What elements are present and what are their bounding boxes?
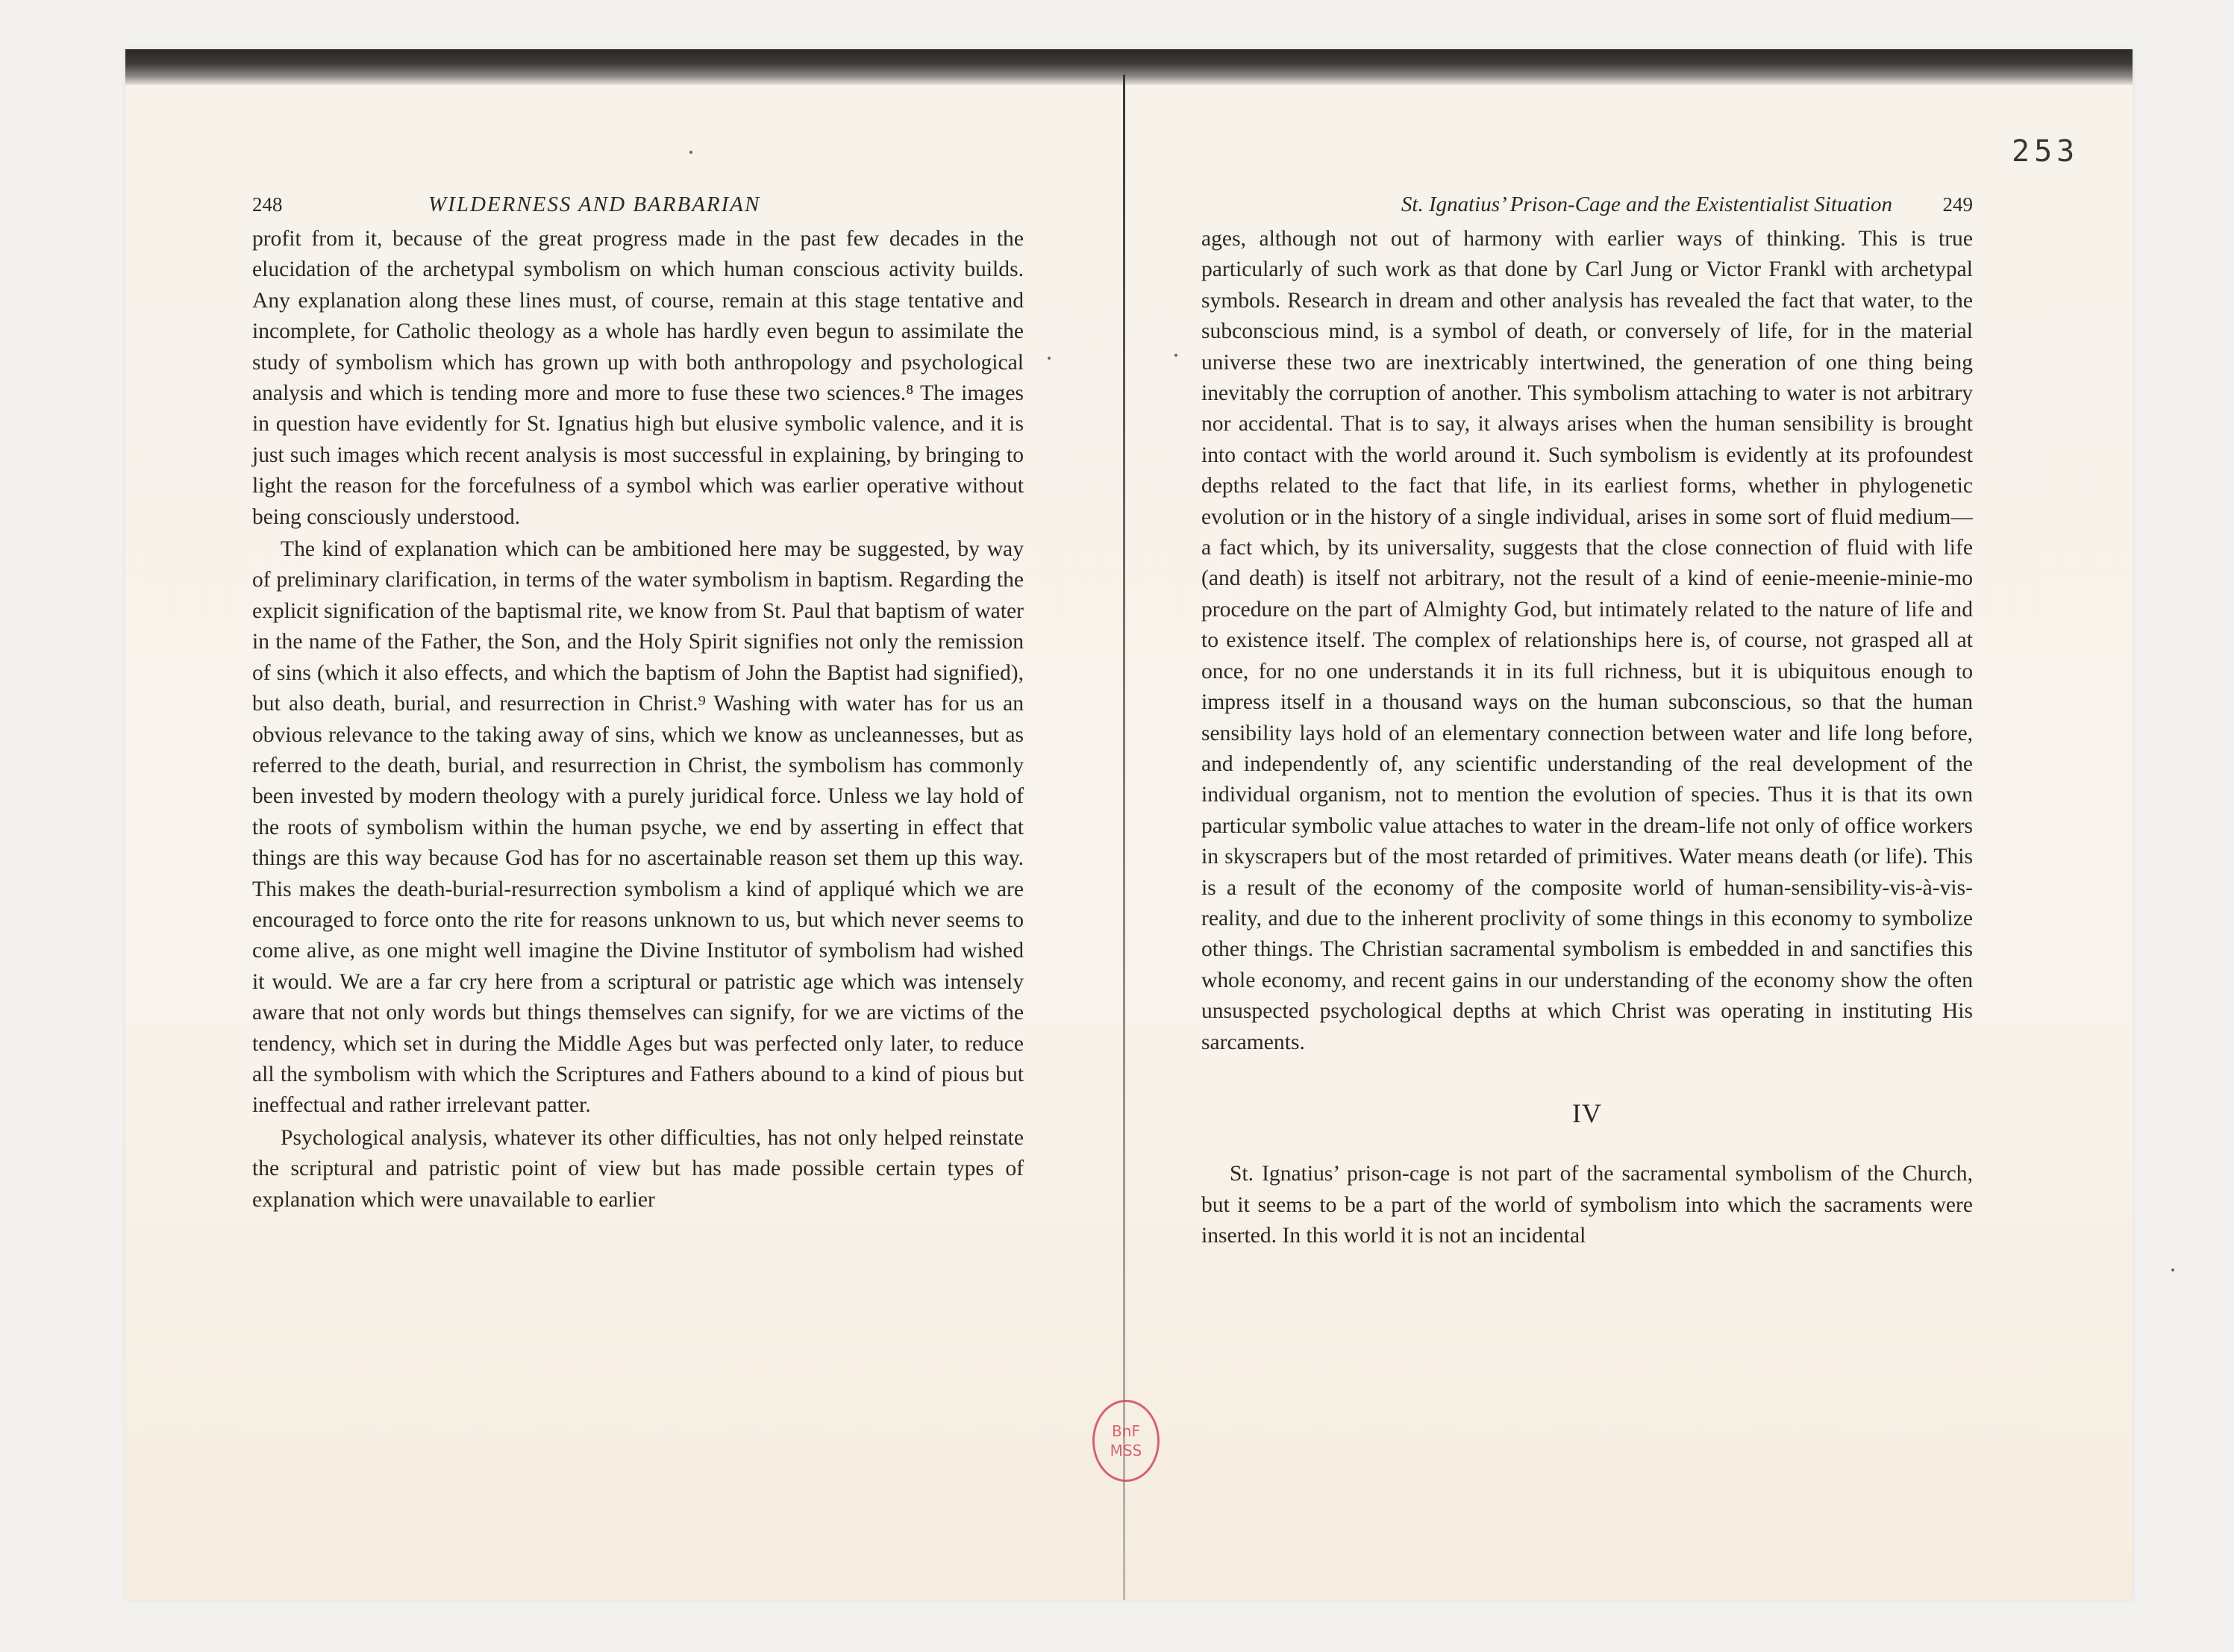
paragraph: St. Ignatius’ prison-cage is not part of the sacramental symbolism of the Church, but it seems to be a part of the world of symbolism into which the sacraments were inserted. In this world it is not an incidental [1201, 1162, 1973, 1248]
paragraph: The kind of explanation which can be ambitioned here may be suggested, by way of preliminary clarification, in terms of the water symbolism in baptism. Regarding the explicit signification of the baptismal rite, we know from St. Paul that baptism of water in the name of the Father, the Son, and the Holy Spirit signifies not only the remission of sins (which it also effects, and which the baptism of John the Baptist had signified), but also death, burial, and resurrection in Christ.⁹ Washing with water has for us an obvious relevance to the taking away of sins, which we know as uncleannesses, but as referred to the death, burial, and resurrection in Christ, the symbolism has commonly been invested by modern theology with a purely juridical force. Unless we lay hold of the roots of symbolism within the human psyche, we end by asserting in effect that things are this way because God has for no ascertainable reason set them up this way. This makes the death-burial-resurrection symbolism a kind of appliqué which we are encouraged to force onto the rite for reasons unknown to us, but which never seems to come alive, as one might well imagine the Divine Institutor of symbolism had wished it would. We are a far cry here from a scriptural or patristic age which was intensely aware that not only words but things themselves can signify, for we are victims of the tendency, which set in during the Middle Ages but was perfected only later, to reduce all the symbolism with which the Scriptures and Fathers abound to a kind of pious but ineffectual and rather irrelevant patter. [252, 537, 1024, 1118]
right-running-title: St. Ignatius’ Prison-Cage and the Existentialist Situation [1401, 192, 1892, 216]
scan-shadow-band [125, 49, 2133, 85]
left-running-head [252, 187, 1024, 222]
dust-speck [1048, 357, 1051, 360]
dust-speck [1174, 354, 1177, 357]
book-gutter [1123, 75, 1125, 1600]
dust-speck [2171, 1268, 2174, 1271]
left-page-number: 248 [252, 193, 283, 216]
right-page-number: 249 [1942, 193, 1973, 216]
section-heading: IV [1572, 1098, 1602, 1128]
archive-folio-number: 253 [2012, 134, 2080, 169]
dust-speck [689, 151, 692, 154]
right-body-text [1201, 224, 1973, 1252]
stamp-line: BnF [1112, 1422, 1140, 1440]
paragraph: profit from it, because of the great progress made in the past few decades in the elucidation of the archetypal symbolism on which human conscious activity builds. Any explanation along these lines must, of course, remain at this stage tentative and incomplete, for Catholic theology as a whole has hardly even begun to assimilate the study of symbolism which has grown up with both anthropology and psychological analysis and which is tending more and more to fuse these two sciences.⁸ The images in question have evidently for St. Ignatius high but elusive symbolic valence, and it is just such images which recent analysis is most successful in explaining, by bringing to light the reason for the forcefulness of a symbol which was earlier operative without being consciously understood. [252, 227, 1024, 529]
right-page [1201, 187, 1973, 1252]
stamp-line: MSS [1110, 1442, 1142, 1459]
left-body-text [252, 224, 1024, 1215]
library-stamp [1092, 1400, 1160, 1482]
left-running-title: WILDERNESS AND BARBARIAN [428, 192, 761, 216]
left-page [252, 187, 1024, 1215]
paragraph: ages, although not out of harmony with earlier ways of thinking. This is true particularly of such work as that done by Carl Jung or Victor Frankl with archetypal symbols. Research in dream and other analysis has revealed the fact that water, to the subconscious mind, is a symbol of death, or conversely of life, for in the material universe these two are inextricably intertwined, the generation of one thing being inevitably the corruption of another. This symbolism attaching to water is not arbitrary nor accidental. That is to say, it always arises when the human sensibility is brought into contact with the world around it. Such symbolism is evidently at its profoundest depths related to the fact that life, in its earliest forms, whether in phylogenetic evolution or in the history of a single individual, arises in some sort of fluid medium—a fact which, by its universality, suggests that the close connection of fluid with life (and death) is itself not arbitrary, not the result of a kind of eenie-meenie-minie-mo procedure on the part of Almighty God, but intimately related to the nature of life and to existence itself. The complex of relationships here is, of course, not grasped all at once, for no one understands it in its full richness, but it is ubiquitous enough to impress itself in a thousand ways on the human subconscious, so that the human sensibility lays hold of an elementary connection between water and life long before, and independently of, any scientific understanding of the real development of the individual organism, not to mention the evolution of species. Thus it is that its own particular symbolic value attaches to water in the dream-life not only of office workers in skyscrapers but of the most retarded of primitives. Water means death (or life). This is a result of the economy of the composite world of human-sensibility-vis-à-vis-reality, and due to the inherent proclivity of some things in this economy to symbolize other things. The Christian sacramental symbolism is embedded in and sanctifies this whole economy, and recent gains in our understanding of the economy show the often unsuspected psychological depths at which Christ was operating in instituting His sarcaments. [1201, 227, 1973, 1054]
paragraph: Psychological analysis, whatever its other difficulties, has not only helped reinstate the scriptural and patristic point of view but has made possible certain types of explanation which were unavailable to earlier [252, 1125, 1024, 1212]
right-running-head [1201, 187, 1973, 222]
